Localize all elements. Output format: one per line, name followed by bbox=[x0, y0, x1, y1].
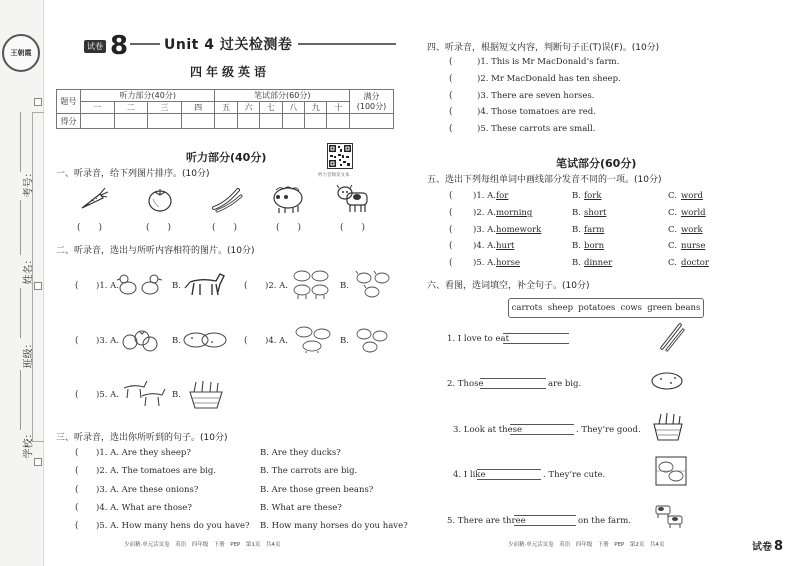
section1-title: 一、听录音，给下列图片排序。(10分) bbox=[56, 169, 210, 179]
potato-picture bbox=[650, 370, 684, 392]
answer-paren[interactable]: ( bbox=[449, 91, 453, 101]
option-b-word: born bbox=[584, 241, 605, 251]
score-cell[interactable] bbox=[305, 114, 327, 129]
option-b: B. Are those green beans? bbox=[260, 485, 374, 495]
option-b-label: B. bbox=[172, 336, 181, 346]
qr-code-icon[interactable] bbox=[327, 143, 353, 169]
answer-paren[interactable]: ( bbox=[75, 336, 79, 346]
listening-heading: 听力部分(40分) bbox=[186, 151, 267, 164]
section4-title: 四、听录音，根据短文内容，判断句子正(T)误(F)。(10分) bbox=[427, 43, 660, 53]
answer-paren[interactable]: ( bbox=[449, 57, 453, 67]
answer-paren[interactable]: ( ) bbox=[146, 223, 172, 233]
col-header: 九 bbox=[305, 102, 327, 114]
col-header: 六 bbox=[237, 102, 259, 114]
score-row-label: 得分 bbox=[57, 114, 81, 129]
horses-group-picture bbox=[120, 376, 170, 408]
answer-blank-guide bbox=[503, 333, 569, 334]
cow-picture bbox=[335, 183, 373, 215]
option-a: )4. A. What are those? bbox=[96, 503, 192, 513]
item-number: )3. A. bbox=[473, 225, 496, 235]
option-b-label: B. bbox=[172, 390, 181, 400]
score-cell[interactable] bbox=[148, 114, 182, 129]
question-number-header: 题号 bbox=[57, 90, 81, 114]
option-b-prefix: B. bbox=[572, 258, 581, 268]
answer-paren[interactable]: ( bbox=[449, 107, 453, 117]
score-cell[interactable] bbox=[81, 114, 115, 129]
horse-picture bbox=[182, 270, 228, 298]
option-a: )2. A. The tomatoes are big. bbox=[96, 466, 217, 476]
answer-blank[interactable] bbox=[510, 434, 574, 435]
header-rule-right bbox=[298, 43, 396, 45]
sentence-prefix: 4. I like bbox=[453, 470, 486, 480]
option-b: B. What are these? bbox=[260, 503, 342, 513]
answer-blank-guide bbox=[477, 469, 541, 470]
statement: )3. There are seven horses. bbox=[477, 91, 595, 101]
answer-paren[interactable]: ( bbox=[75, 448, 79, 458]
option-c-word: word bbox=[681, 191, 703, 201]
sentence-prefix: 1. I love to eat bbox=[447, 334, 509, 344]
section2-title: 二、听录音，选出与所听内容相符的图片。(10分) bbox=[56, 246, 255, 256]
unit-title: Unit 4 过关检测卷 bbox=[164, 37, 293, 53]
score-cell[interactable] bbox=[260, 114, 282, 129]
option-b-word: fork bbox=[584, 191, 602, 201]
answer-paren[interactable]: ( bbox=[449, 191, 453, 201]
col-header: 八 bbox=[282, 102, 304, 114]
sheep-pen-picture bbox=[654, 455, 688, 487]
option-c-word: doctor bbox=[681, 258, 709, 268]
section5-title: 五、选出下列每组单词中画线部分发音不同的一项。(10分) bbox=[427, 175, 662, 185]
green-beans-picture bbox=[210, 184, 244, 214]
grade-title: 四年级英语 bbox=[190, 65, 271, 79]
word-bank-item: potatoes bbox=[578, 303, 616, 313]
col-header: 五 bbox=[215, 102, 237, 114]
option-c-prefix: C. bbox=[668, 258, 677, 268]
answer-paren[interactable]: ( bbox=[75, 466, 79, 476]
answer-paren[interactable]: ( bbox=[75, 521, 79, 531]
option-b-label: B. bbox=[172, 281, 181, 291]
option-b-prefix: B. bbox=[572, 208, 581, 218]
hens-group-picture bbox=[352, 266, 394, 302]
answer-blank[interactable] bbox=[480, 388, 546, 389]
farm-animals-picture bbox=[292, 322, 336, 354]
page-tag-number: 8 bbox=[774, 539, 784, 554]
option-c-word: nurse bbox=[681, 241, 706, 251]
item-number: )5. A. bbox=[96, 390, 119, 400]
exam-number-label: 考号： bbox=[23, 167, 35, 198]
hens-picture bbox=[352, 322, 392, 354]
answer-paren[interactable]: ( bbox=[75, 281, 79, 291]
sheep-group-picture bbox=[290, 266, 334, 302]
binding-mark bbox=[34, 458, 42, 466]
binding-line bbox=[20, 370, 21, 430]
answer-blank-guide bbox=[480, 378, 546, 379]
footer-left: 少而精·单元活页卷 英语 四年级 下册 PEP 第1页 共4页 bbox=[124, 542, 281, 548]
option-a-word: morning bbox=[496, 208, 533, 218]
binding-line bbox=[20, 200, 21, 255]
statement: )2. Mr MacDonald has ten sheep. bbox=[477, 74, 621, 84]
item-number: )2. A. bbox=[265, 281, 288, 291]
binding-line bbox=[20, 112, 21, 172]
ducks-picture bbox=[116, 272, 166, 298]
item-number: )1. A. bbox=[473, 191, 496, 201]
section3-title: 三、听录音，选出你所听到的句子。(10分) bbox=[56, 433, 228, 443]
tomato-picture bbox=[145, 185, 175, 213]
paper-number-box bbox=[84, 31, 128, 61]
answer-paren[interactable]: ( bbox=[449, 225, 453, 235]
option-b: B. Are they ducks? bbox=[260, 448, 341, 458]
option-c-prefix: C. bbox=[668, 191, 677, 201]
item-number: )3. A. bbox=[96, 336, 119, 346]
section6-title: 六、看图，选词填空，补全句子。(10分) bbox=[427, 281, 590, 291]
option-a-word: hurt bbox=[496, 241, 515, 251]
option-c-word: world bbox=[681, 208, 706, 218]
sentence-suffix: on the farm. bbox=[578, 516, 631, 526]
option-a-word: for bbox=[496, 191, 509, 201]
score-cell[interactable] bbox=[237, 114, 259, 129]
option-c-prefix: C. bbox=[668, 208, 677, 218]
carrot-picture bbox=[78, 186, 110, 212]
binding-mark bbox=[34, 282, 42, 290]
col-header: 七 bbox=[260, 102, 282, 114]
answer-paren[interactable]: ( ) bbox=[77, 223, 103, 233]
score-cell[interactable] bbox=[215, 114, 237, 129]
paper-number: 8 bbox=[110, 31, 129, 61]
total-value: (100分) bbox=[356, 101, 387, 111]
option-a: )5. A. How many hens do you have? bbox=[96, 521, 250, 531]
answer-paren[interactable]: ( bbox=[75, 485, 79, 495]
answer-paren[interactable]: ( bbox=[449, 74, 453, 84]
answer-blank-guide bbox=[510, 424, 574, 425]
sentence-prefix: 5. There are three bbox=[447, 516, 526, 526]
answer-blank-guide bbox=[514, 515, 576, 516]
sentence-suffix: are big. bbox=[548, 379, 582, 389]
score-cell[interactable] bbox=[350, 114, 394, 129]
score-cell[interactable] bbox=[114, 114, 148, 129]
option-c-prefix: C. bbox=[668, 241, 677, 251]
score-cell[interactable] bbox=[181, 114, 215, 129]
binding-strip bbox=[0, 0, 44, 566]
answer-paren[interactable]: ( bbox=[75, 390, 79, 400]
answer-paren[interactable]: ( ) bbox=[276, 223, 302, 233]
tomatoes-picture bbox=[120, 328, 160, 352]
statement: )5. These carrots are small. bbox=[477, 124, 596, 134]
option-b: B. The carrots are big. bbox=[260, 466, 358, 476]
word-bank bbox=[508, 298, 704, 318]
option-b-prefix: B. bbox=[572, 241, 581, 251]
potatoes-picture bbox=[182, 328, 228, 352]
option-a: )3. A. Are these onions? bbox=[96, 485, 199, 495]
word-bank-item: green beans bbox=[647, 303, 701, 313]
col-header: 四 bbox=[181, 102, 215, 114]
binding-line bbox=[20, 288, 21, 338]
sentence-suffix: . They’re cute. bbox=[543, 470, 606, 480]
listening-group-header: 听力部分(40分) bbox=[81, 90, 215, 102]
answer-paren[interactable]: ( bbox=[244, 281, 248, 291]
option-b-word: farm bbox=[584, 225, 605, 235]
sheep-picture bbox=[268, 183, 308, 215]
option-a-word: horse bbox=[496, 258, 521, 268]
score-cell[interactable] bbox=[327, 114, 350, 129]
total-header bbox=[350, 90, 394, 114]
answer-paren[interactable]: ( ) bbox=[340, 223, 366, 233]
school-label: 学校： bbox=[23, 428, 35, 459]
item-number: )5. A. bbox=[473, 258, 496, 268]
option-a: )1. A. Are they sheep? bbox=[96, 448, 191, 458]
option-c-prefix: C. bbox=[668, 225, 677, 235]
class-label: 班级： bbox=[23, 338, 35, 369]
written-group-header: 笔试部分(60分) bbox=[215, 90, 350, 102]
option-a-word: homework bbox=[496, 225, 542, 235]
option-b-prefix: B. bbox=[572, 225, 581, 235]
option-b-label: B. bbox=[340, 336, 349, 346]
col-header: 一 bbox=[81, 102, 115, 114]
binding-mark bbox=[34, 98, 42, 106]
answer-paren[interactable]: ( bbox=[449, 208, 453, 218]
score-cell[interactable] bbox=[282, 114, 304, 129]
item-number: )2. A. bbox=[473, 208, 496, 218]
answer-paren[interactable]: ( ) bbox=[212, 223, 238, 233]
option-c-word: work bbox=[681, 225, 703, 235]
sentence-prefix: 2. Those bbox=[447, 379, 484, 389]
paper-tag: 试卷 bbox=[84, 40, 106, 53]
option-b-word: short bbox=[584, 208, 607, 218]
answer-paren[interactable]: ( bbox=[449, 124, 453, 134]
word-bank-item: cows bbox=[620, 303, 642, 313]
carrots-basket-picture bbox=[184, 378, 228, 410]
header-rule-left bbox=[130, 43, 160, 45]
item-number: )4. A. bbox=[265, 336, 288, 346]
answer-blank[interactable] bbox=[477, 479, 541, 480]
option-b-label: B. bbox=[340, 281, 349, 291]
total-label: 满分 bbox=[363, 91, 380, 101]
option-b-prefix: B. bbox=[572, 191, 581, 201]
col-header: 十 bbox=[327, 102, 350, 114]
answer-paren[interactable]: ( bbox=[244, 336, 248, 346]
publisher-logo: 王朝霞 bbox=[2, 34, 40, 72]
answer-paren[interactable]: ( bbox=[449, 241, 453, 251]
answer-blank[interactable] bbox=[503, 343, 569, 344]
answer-paren[interactable]: ( bbox=[449, 258, 453, 268]
word-bank-item: carrots bbox=[511, 303, 543, 313]
written-heading: 笔试部分(60分) bbox=[556, 157, 637, 170]
sentence-suffix: . They’re good. bbox=[576, 425, 641, 435]
cows-picture bbox=[650, 500, 688, 530]
score-table bbox=[56, 89, 394, 129]
answer-blank[interactable] bbox=[514, 525, 576, 526]
carrots-basket-picture bbox=[650, 410, 686, 442]
statement: )4. Those tomatoes are red. bbox=[477, 107, 596, 117]
word-bank-item: sheep bbox=[547, 303, 574, 313]
statement: )1. This is Mr MacDonald’s farm. bbox=[477, 57, 620, 67]
col-header: 三 bbox=[148, 102, 182, 114]
answer-paren[interactable]: ( bbox=[75, 503, 79, 513]
name-label: 姓名： bbox=[23, 254, 35, 285]
col-header: 二 bbox=[114, 102, 148, 114]
green-beans-picture bbox=[656, 322, 686, 352]
option-b-word: dinner bbox=[584, 258, 613, 268]
item-number: )1. A. bbox=[96, 281, 119, 291]
page-tag bbox=[752, 538, 783, 554]
footer-right: 少而精·单元活页卷 英语 四年级 下册 PEP 第2页 共4页 bbox=[508, 542, 665, 548]
sentence-prefix: 3. Look at these bbox=[453, 425, 523, 435]
option-b: B. How many horses do you have? bbox=[260, 521, 408, 531]
item-number: )4. A. bbox=[473, 241, 496, 251]
qr-caption: 听力音频及文本 bbox=[318, 173, 350, 178]
page-tag-label: 试卷 bbox=[752, 542, 772, 553]
